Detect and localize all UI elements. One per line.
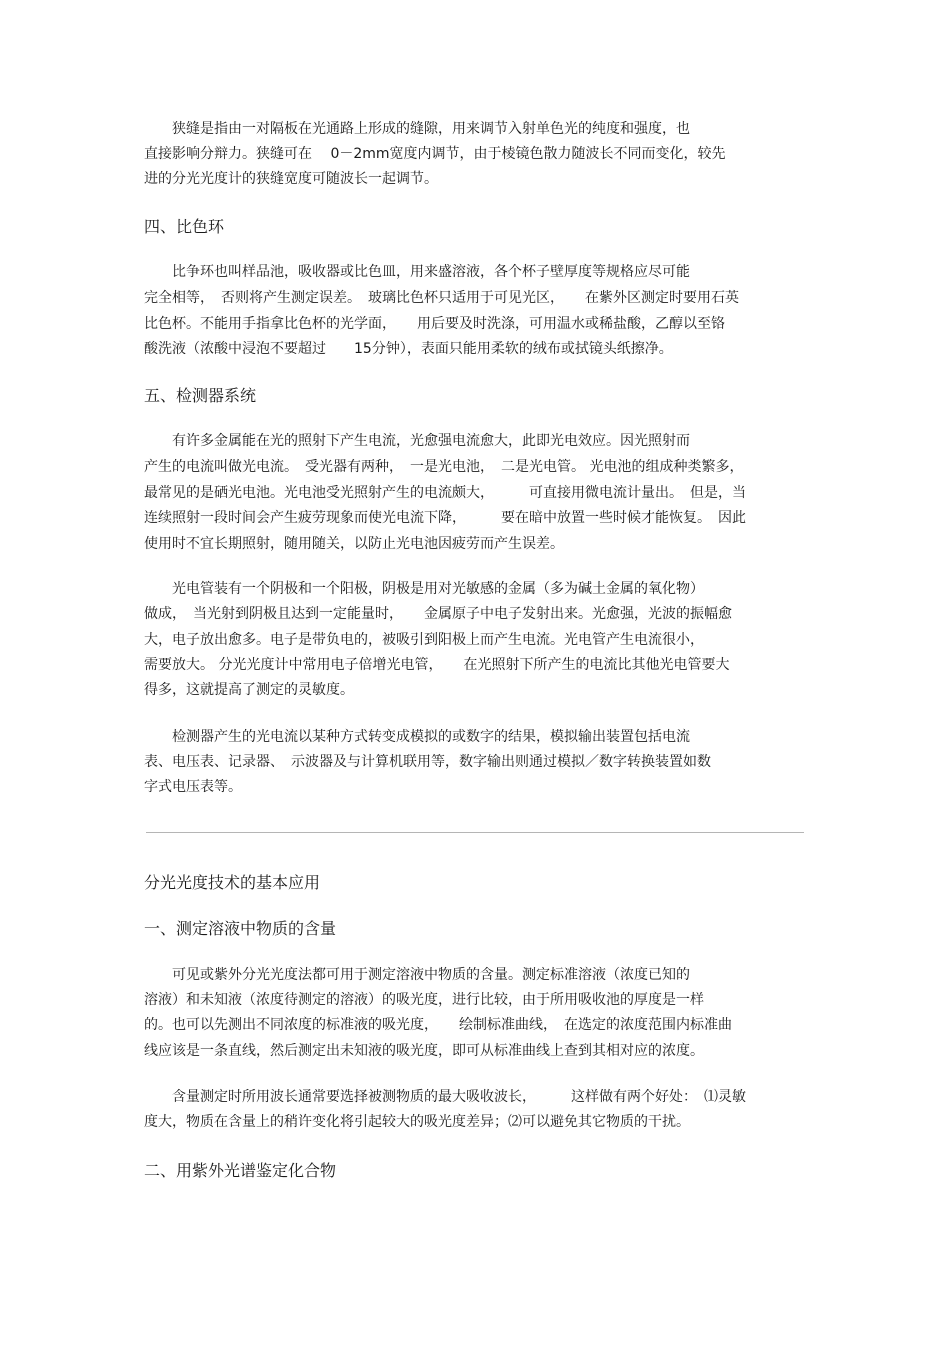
text-line: 直接影响分辩力。狭缝可在 0－2mm宽度内调节，由于棱镜色散力随波长不同而变化，较先 [144,146,726,162]
text-line: 做成， 当光射到阴极且达到一定能量时， 金属原子中电子发射出来。光愈强，光波的振幅愈 [144,606,732,622]
horizontal-divider [146,832,804,833]
text-line: 可见或紫外分光光度法都可用于测定溶液中物质的含量。测定标准溶液（浓度已知的 [144,967,690,983]
text-line: 比色杯。不能用手指拿比色杯的光学面， 用后要及时洗涤，可用温水或稀盐酸，乙醇以至铬 [144,316,725,332]
text-line: 的。也可以先测出不同浓度的标准液的吸光度， 绘制标准曲线， 在选定的浓度范围内标准曲 [144,1017,732,1033]
text-line: 有许多金属能在光的照射下产生电流，光愈强电流愈大，此即光电效应。因光照射而 [144,433,690,449]
text-line: 线应该是一条直线，然后测定出未知液的吸光度，即可从标准曲线上查到其相对应的浓度。 [144,1043,704,1059]
section5-heading: 五、检测器系统 [144,386,257,405]
text-line: 使用时不宜长期照射，随用随关，以防止光电池因疲劳而产生误差。 [144,536,564,552]
text-line: 得多，这就提高了测定的灵敏度。 [144,682,354,698]
app1-heading: 一、测定溶液中物质的含量 [144,919,337,938]
text-line: 产生的电流叫做光电流。 受光器有两种， 一是光电池， 二是光电管。 光电池的组成种类繁多， [144,459,744,475]
text-line: 字式电压表等。 [144,779,242,795]
text-line: 最常见的是硒光电池。光电池受光照射产生的电流颇大， 可直接用微电流计量出。 但是，当 [144,485,746,501]
text-line: 狭缝是指由一对隔板在光通路上形成的缝隙，用来调节入射单色光的纯度和强度，也 [144,121,690,137]
section4-heading: 四、比色环 [144,217,225,236]
text-line: 进的分光光度计的狭缝宽度可随波长一起调节。 [144,171,438,187]
text-line: 光电管装有一个阴极和一个阳极，阴极是用对光敏感的金属（多为碱土金属的氧化物） [144,581,704,597]
app2-heading: 二、用紫外光谱鉴定化合物 [144,1161,337,1180]
text-line: 大，电子放出愈多。电子是带负电的，被吸引到阳极上而产生电流。光电管产生电流很小， [144,632,704,648]
text-line: 连续照射一段时间会产生疲劳现象而使光电流下降， 要在暗中放置一些时候才能恢复。 因此 [144,510,746,526]
text-line: 酸洗液（浓酸中浸泡不要超过 15分钟），表面只能用柔软的绒布或拭镜头纸擦净。 [144,341,673,357]
applications-title: 分光光度技术的基本应用 [144,873,321,892]
text-line: 完全相等， 否则将产生测定误差。 玻璃比色杯只适用于可见光区， 在紫外区测定时要用石英 [144,290,739,306]
text-line: 含量测定时所用波长通常要选择被测物质的最大吸收波长， 这样做有两个好处： ⑴灵敏 [144,1089,746,1105]
text-line: 表、电压表、记录器、 示波器及与计算机联用等，数字输出则通过模拟／数字转换装置如数 [144,754,711,770]
text-line: 溶液）和未知液（浓度待测定的溶液）的吸光度，进行比较，由于所用吸收池的厚度是一样 [144,992,704,1008]
text-line: 比争环也叫样品池，吸收器或比色皿，用来盛溶液，各个杯子壁厚度等规格应尽可能 [144,264,690,280]
text-line: 检测器产生的光电流以某种方式转变成模拟的或数字的结果，模拟输出装置包括电流 [144,729,690,745]
text-line: 需要放大。 分光光度计中常用电子倍增光电管， 在光照射下所产生的电流比其他光电管要大 [144,657,730,673]
text-line: 度大，物质在含量上的稍许变化将引起较大的吸光度差异；⑵可以避免其它物质的干扰。 [144,1114,690,1130]
